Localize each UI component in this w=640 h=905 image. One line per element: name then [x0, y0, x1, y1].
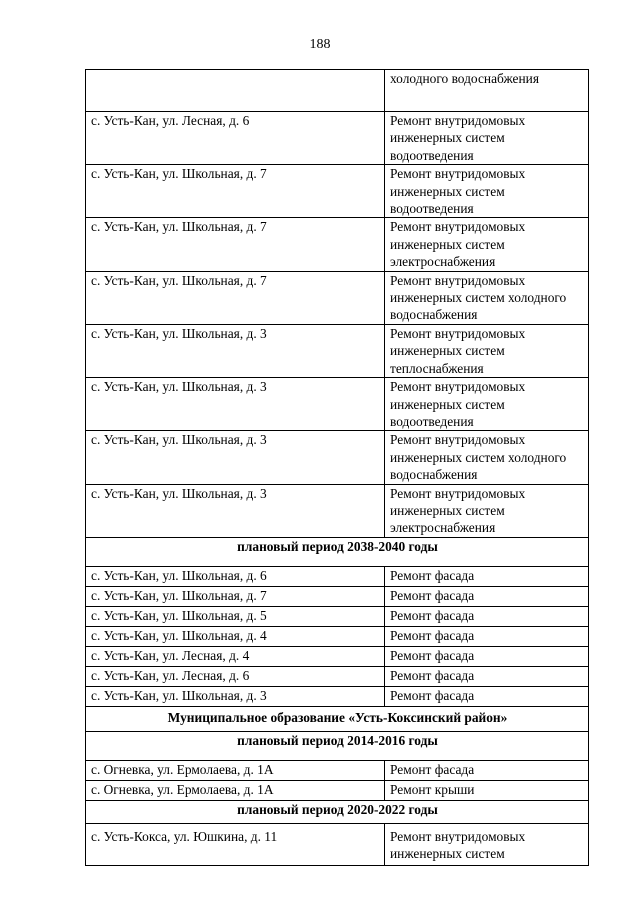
- address-cell: с. Усть-Кан, ул. Лесная, д. 6: [86, 666, 385, 686]
- address-cell: с. Усть-Кан, ул. Школьная, д. 7: [86, 271, 385, 324]
- address-cell: с. Усть-Кан, ул. Школьная, д. 6: [86, 566, 385, 586]
- municipality-heading: Муниципальное образование «Усть-Коксинский район»: [86, 706, 589, 731]
- table-row: [86, 378, 589, 431]
- table-row: [86, 586, 589, 606]
- address-cell: с. Усть-Кан, ул. Школьная, д. 7: [86, 218, 385, 271]
- table-row: [86, 823, 589, 865]
- work-cell: Ремонт внутридомовых инженерных систем холодного водоснабжения: [385, 431, 589, 484]
- address-cell: с. Усть-Кан, ул. Школьная, д. 3: [86, 484, 385, 537]
- address-cell: [86, 70, 385, 112]
- work-cell: Ремонт внутридомовых инженерных систем: [385, 823, 589, 865]
- table-row: [86, 218, 589, 271]
- section-heading-row: [86, 731, 589, 760]
- work-cell: Ремонт внутридомовых инженерных систем холодного водоснабжения: [385, 271, 589, 324]
- work-cell: Ремонт внутридомовых инженерных систем водоотведения: [385, 165, 589, 218]
- repair-schedule-table: [85, 69, 589, 866]
- period-heading-2020: плановый период 2020-2022 годы: [86, 800, 589, 823]
- address-cell: с. Огневка, ул. Ермолаева, д. 1А: [86, 780, 385, 800]
- work-cell: Ремонт фасада: [385, 626, 589, 646]
- work-cell: Ремонт фасада: [385, 760, 589, 780]
- address-cell: с. Усть-Кан, ул. Школьная, д. 7: [86, 586, 385, 606]
- table-row: [86, 780, 589, 800]
- table-row: [86, 112, 589, 165]
- period-heading-2014: плановый период 2014-2016 годы: [86, 731, 589, 760]
- table-row: [86, 626, 589, 646]
- work-cell: Ремонт фасада: [385, 606, 589, 626]
- address-cell: с. Огневка, ул. Ермолаева, д. 1А: [86, 760, 385, 780]
- address-cell: с. Усть-Кан, ул. Школьная, д. 3: [86, 378, 385, 431]
- section-heading-row: [86, 706, 589, 731]
- table-row: [86, 165, 589, 218]
- address-cell: с. Усть-Кан, ул. Лесная, д. 4: [86, 646, 385, 666]
- work-cell: Ремонт фасада: [385, 586, 589, 606]
- table-row: [86, 646, 589, 666]
- table-row: [86, 431, 589, 484]
- work-cell: Ремонт внутридомовых инженерных систем водоотведения: [385, 378, 589, 431]
- table-row: [86, 271, 589, 324]
- address-cell: с. Усть-Кан, ул. Школьная, д. 3: [86, 686, 385, 706]
- address-cell: с. Усть-Кан, ул. Школьная, д. 4: [86, 626, 385, 646]
- period-heading-2038: плановый период 2038-2040 годы: [86, 537, 589, 566]
- work-cell: Ремонт внутридомовых инженерных систем электроснабжения: [385, 218, 589, 271]
- table-row: [86, 686, 589, 706]
- work-cell: Ремонт фасада: [385, 666, 589, 686]
- section-heading-row: [86, 537, 589, 566]
- work-cell: холодного водоснабжения: [385, 70, 589, 112]
- page-number: 188: [309, 37, 331, 52]
- table-row: [86, 606, 589, 626]
- table-row: [86, 324, 589, 377]
- address-cell: с. Усть-Кан, ул. Лесная, д. 6: [86, 112, 385, 165]
- work-cell: Ремонт фасада: [385, 686, 589, 706]
- work-cell: Ремонт внутридомовых инженерных систем водоотведения: [385, 112, 589, 165]
- work-cell: Ремонт внутридомовых инженерных систем теплоснабжения: [385, 324, 589, 377]
- work-cell: Ремонт внутридомовых инженерных систем электроснабжения: [385, 484, 589, 537]
- work-cell: Ремонт фасада: [385, 566, 589, 586]
- section-heading-row: [86, 800, 589, 823]
- table-row: [86, 484, 589, 537]
- table-row: [86, 70, 589, 112]
- address-cell: с. Усть-Кан, ул. Школьная, д. 3: [86, 324, 385, 377]
- table-row: [86, 566, 589, 586]
- table-row: [86, 760, 589, 780]
- table-row: [86, 666, 589, 686]
- address-cell: с. Усть-Кокса, ул. Юшкина, д. 11: [86, 823, 385, 865]
- address-cell: с. Усть-Кан, ул. Школьная, д. 3: [86, 431, 385, 484]
- work-cell: Ремонт крыши: [385, 780, 589, 800]
- address-cell: с. Усть-Кан, ул. Школьная, д. 7: [86, 165, 385, 218]
- work-cell: Ремонт фасада: [385, 646, 589, 666]
- address-cell: с. Усть-Кан, ул. Школьная, д. 5: [86, 606, 385, 626]
